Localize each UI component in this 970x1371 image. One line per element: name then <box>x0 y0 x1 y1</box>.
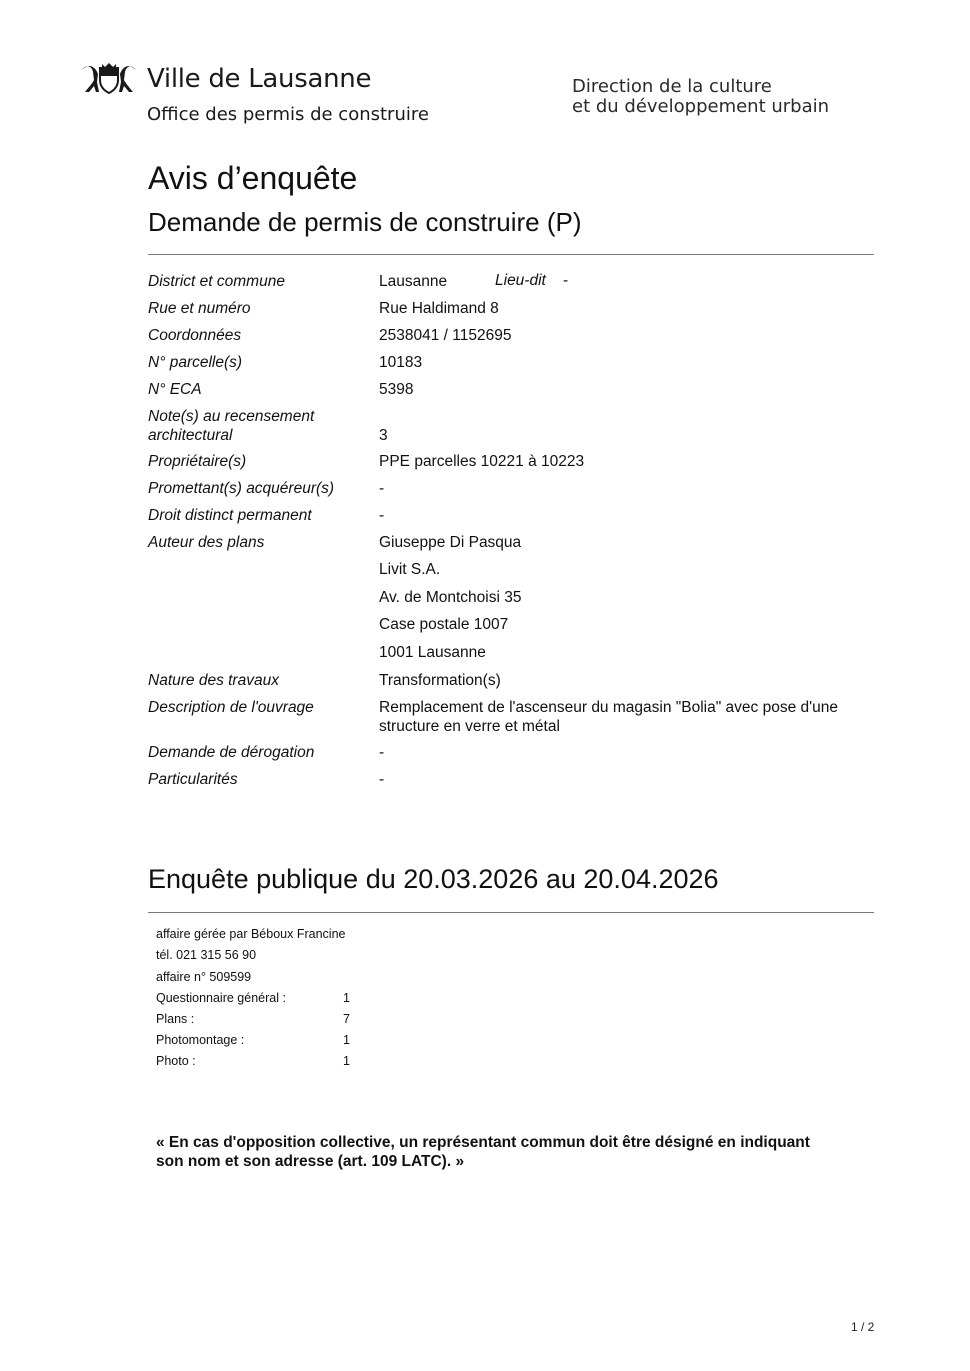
description-label: Description de l'ouvrage <box>148 699 314 716</box>
droit-label: Droit distinct permanent <box>148 507 312 524</box>
district-label: District et commune <box>148 273 285 290</box>
affaire-telephone: tél. 021 315 56 90 <box>156 948 257 962</box>
droit-value: - <box>379 507 385 524</box>
direction-line-2: et du développement urbain <box>572 96 830 117</box>
page-subtitle: Demande de permis de construire (P) <box>148 207 582 237</box>
rue-label: Rue et numéro <box>148 300 251 317</box>
opposition-notice-line-1: « En cas d'opposition collective, un représentant commun doit être désigné en indiquant <box>156 1134 810 1151</box>
auteur-line: 1001 Lausanne <box>379 644 486 661</box>
proprietaire-value: PPE parcelles 10221 à 10223 <box>379 453 585 470</box>
derogation-label: Demande de dérogation <box>148 744 315 761</box>
description-line-1: Remplacement de l'ascenseur du magasin "Bolia" avec pose d'une <box>379 699 838 716</box>
document-item-count: 7 <box>343 1012 350 1026</box>
parcelle-value: 10183 <box>379 354 423 371</box>
affaire-geree-par: affaire gérée par Béboux Francine <box>156 927 346 941</box>
lieu-dit-value: - <box>563 272 569 289</box>
auteur-line: Av. de Montchoisi 35 <box>379 589 522 606</box>
description-line-2: structure en verre et métal <box>379 718 560 735</box>
direction-line-1: Direction de la culture <box>572 76 772 97</box>
auteur-line: Case postale 1007 <box>379 616 509 633</box>
promettant-label: Promettant(s) acquéreur(s) <box>148 480 335 497</box>
auteur-line: Giuseppe Di Pasqua <box>379 534 522 551</box>
document-item-label: Plans : <box>156 1012 195 1026</box>
document-item-count: 1 <box>343 1033 350 1047</box>
proprietaire-label: Propriétaire(s) <box>148 453 247 470</box>
auteur-label: Auteur des plans <box>148 534 265 551</box>
document-item-label: Questionnaire général : <box>156 991 286 1005</box>
eca-value: 5398 <box>379 381 414 398</box>
affaire-numero: affaire n° 509599 <box>156 970 252 984</box>
note-label-line-1: Note(s) au recensement <box>148 408 315 425</box>
rue-value: Rue Haldimand 8 <box>379 300 499 317</box>
opposition-notice <box>156 1133 856 1171</box>
coordonnees-label: Coordonnées <box>148 327 242 344</box>
coordonnees-value: 2538041 / 1152695 <box>379 327 512 344</box>
particularites-value: - <box>379 771 385 788</box>
page-number: 1 / 2 <box>851 1320 875 1334</box>
lieu-dit-label: Lieu-dit <box>495 272 546 289</box>
nature-label: Nature des travaux <box>148 672 279 689</box>
district-value: Lausanne <box>379 273 448 290</box>
document-item-label: Photo : <box>156 1054 196 1068</box>
eca-label: N° ECA <box>148 381 202 398</box>
derogation-value: - <box>379 744 385 761</box>
note-label-line-2: architectural <box>148 427 233 444</box>
parcelle-label: N° parcelle(s) <box>148 354 243 371</box>
lausanne-coat-of-arms-icon <box>80 62 138 94</box>
divider <box>148 254 874 255</box>
office-name: Office des permis de construire <box>147 104 429 125</box>
particularites-label: Particularités <box>148 771 238 788</box>
auteur-line: Livit S.A. <box>379 561 441 578</box>
note-value: 3 <box>379 427 388 444</box>
direction-name <box>572 77 829 117</box>
city-name: Ville de Lausanne <box>147 64 372 94</box>
opposition-notice-line-2: son nom et son adresse (art. 109 LATC). » <box>156 1153 465 1170</box>
page-title: Avis d’enquête <box>148 160 358 196</box>
divider <box>148 912 874 913</box>
document-item-count: 1 <box>343 991 350 1005</box>
enquete-title: Enquête publique du 20.03.2026 au 20.04.2026 <box>148 864 719 894</box>
promettant-value: - <box>379 480 385 497</box>
document-item-count: 1 <box>343 1054 350 1068</box>
document-item-label: Photomontage : <box>156 1033 245 1047</box>
nature-value: Transformation(s) <box>379 672 501 689</box>
